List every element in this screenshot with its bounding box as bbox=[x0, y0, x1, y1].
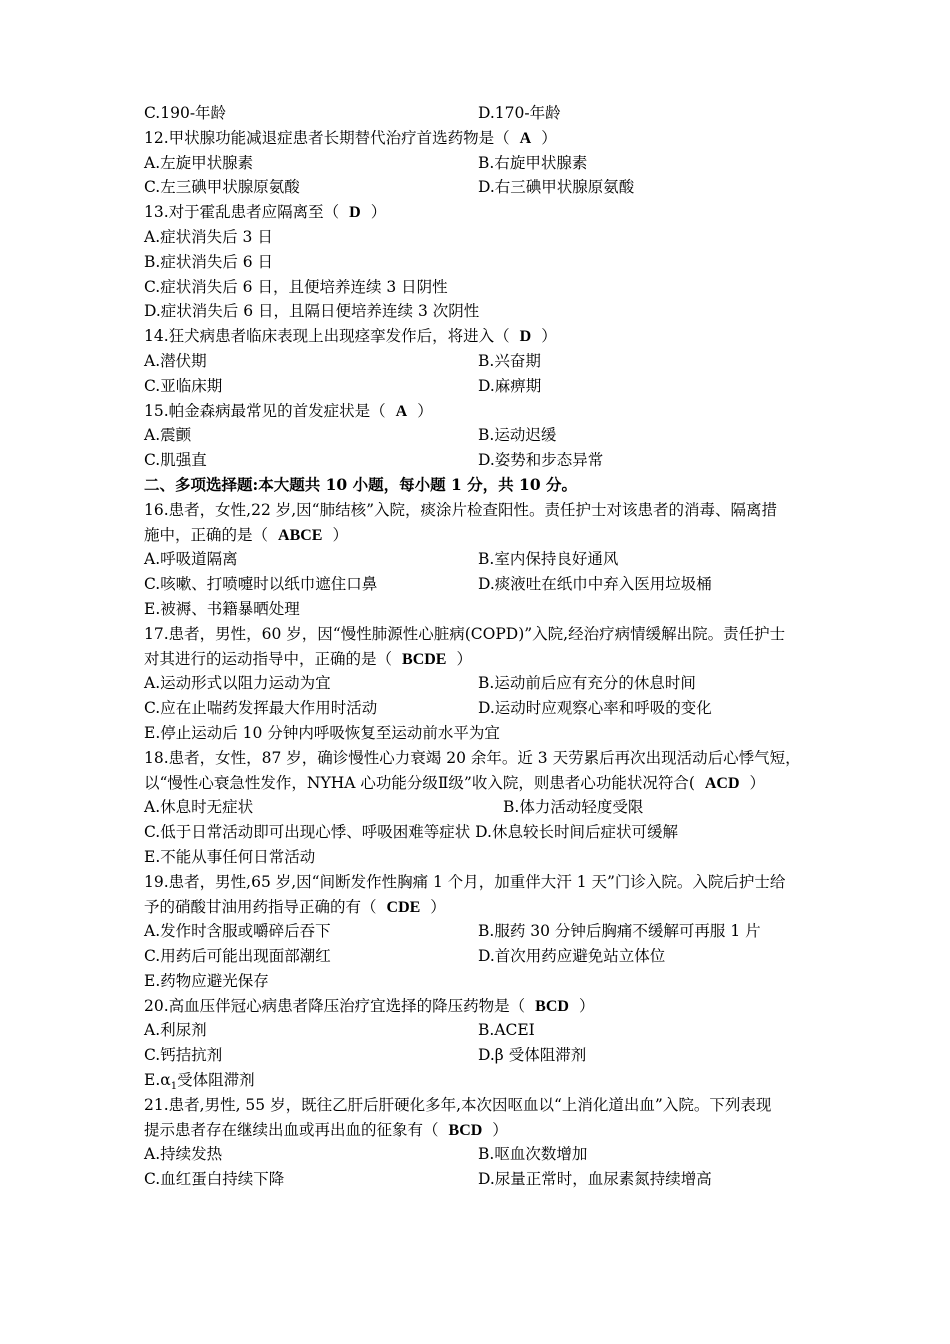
answer-21: BCD bbox=[448, 1121, 483, 1139]
option-row bbox=[144, 1142, 824, 1167]
option-e: E.药物应避光保存 bbox=[144, 971, 269, 990]
option-row bbox=[144, 374, 824, 399]
option-d: D.右三碘甲状腺原氨酸 bbox=[478, 178, 635, 197]
option-e: E.被褥、书籍暴晒处理 bbox=[144, 599, 300, 618]
option-row bbox=[144, 671, 824, 696]
question-12-stem: 12.甲状腺功能减退症患者长期替代治疗首选药物是（ A ） bbox=[144, 128, 557, 147]
option-c: C.亚临床期 bbox=[144, 376, 223, 395]
option-b: B.运动前后应有充分的休息时间 bbox=[478, 674, 696, 693]
question-16-stem-cont: 施中，正确的是（ ABCE ） bbox=[144, 525, 348, 544]
answer-19: CDE bbox=[386, 898, 421, 916]
option-d: D.β 受体阻滞剂 bbox=[478, 1046, 587, 1065]
answer-16: ABCE bbox=[278, 526, 323, 544]
option-c: C.应在止喘药发挥最大作用时活动 bbox=[144, 699, 378, 718]
option-d: D.麻痹期 bbox=[478, 376, 542, 395]
option-row bbox=[144, 151, 824, 176]
option-row bbox=[144, 919, 824, 944]
question-17-stem-cont: 对其进行的运动指导中，正确的是（ BCDE ） bbox=[144, 649, 472, 668]
option-c: C.用药后可能出现面部潮红 bbox=[144, 947, 331, 966]
option-a: A.左旋甲状腺素 bbox=[144, 153, 254, 172]
option-b: B.ACEI bbox=[478, 1021, 535, 1040]
question-14-stem: 14.狂犬病患者临床表现上出现痉挛发作后，将进入（ D ） bbox=[144, 327, 557, 346]
option-e: E.不能从事任何日常活动 bbox=[144, 847, 316, 866]
option-c: C.190-年龄 bbox=[144, 104, 227, 122]
option-row bbox=[144, 448, 824, 473]
question-13-stem: 13.对于霍乱患者应隔离至（ D ） bbox=[144, 203, 387, 222]
option-c: C.左三碘甲状腺原氨酸 bbox=[144, 178, 300, 197]
option-row bbox=[144, 1018, 824, 1043]
option-b: B.体力活动轻度受限 bbox=[503, 798, 644, 817]
answer-12: A bbox=[519, 129, 532, 147]
option-row bbox=[144, 423, 824, 448]
exam-page bbox=[144, 101, 824, 1192]
answer-17: BCDE bbox=[402, 650, 447, 668]
option-row bbox=[144, 1043, 824, 1068]
option-row bbox=[144, 175, 824, 200]
option-a: A.症状消失后 3 日 bbox=[144, 227, 273, 246]
section-heading: 二、多项选择题:本大题共 10 小题，每小题 1 分，共 10 分。 bbox=[144, 474, 578, 494]
answer-13: D bbox=[349, 204, 361, 222]
option-a: A.持续发热 bbox=[144, 1145, 223, 1164]
option-b: B.服药 30 分钟后胸痛不缓解可再服 1 片 bbox=[478, 922, 761, 941]
option-row bbox=[144, 101, 824, 126]
option-b: B.呕血次数增加 bbox=[478, 1145, 588, 1164]
option-c: C.钙拮抗剂 bbox=[144, 1046, 223, 1065]
option-d: D.运动时应观察心率和呼吸的变化 bbox=[478, 699, 712, 718]
option-c: C.症状消失后 6 日，且便培养连续 3 日阴性 bbox=[144, 277, 448, 296]
option-d: D.姿势和步态异常 bbox=[478, 451, 604, 470]
option-c: C.肌强直 bbox=[144, 451, 207, 470]
answer-20: BCD bbox=[535, 997, 569, 1015]
option-c: C.咳嗽、打喷嚏时以纸巾遮住口鼻 bbox=[144, 575, 378, 594]
option-cd: C.低于日常活动即可出现心悸、呼吸困难等症状 D.休息较长时间后症状可缓解 bbox=[144, 823, 678, 842]
option-d: D.尿量正常时，血尿素氮持续增高 bbox=[478, 1170, 712, 1189]
question-17-stem: 17.患者，男性，60 岁，因“慢性肺源性心脏病(COPD)”入院,经治疗病情缓解出院。责任护士 bbox=[144, 624, 786, 643]
option-d: D.170-年龄 bbox=[478, 104, 561, 122]
option-b: B.室内保持良好通风 bbox=[478, 550, 619, 569]
option-row bbox=[144, 696, 824, 721]
option-b: B.症状消失后 6 日 bbox=[144, 252, 274, 271]
option-a: A.潜伏期 bbox=[144, 351, 207, 370]
question-21-stem-cont: 提示患者存在继续出血或再出血的征象有（ BCD ） bbox=[144, 1120, 508, 1139]
option-e: E.停止运动后 10 分钟内呼吸恢复至运动前水平为宜 bbox=[144, 723, 500, 742]
option-row bbox=[144, 1167, 824, 1192]
option-b: B.运动迟缓 bbox=[478, 426, 557, 445]
question-18-stem-cont: 以“慢性心衰急性发作，NYHA 心功能分级Ⅱ级”收入院，则患者心功能状况符合( ACD ） bbox=[144, 773, 766, 792]
option-row bbox=[144, 572, 824, 597]
option-d: D.首次用药应避免站立体位 bbox=[478, 947, 666, 966]
option-c: C.血红蛋白持续下降 bbox=[144, 1170, 285, 1189]
option-a: A.休息时无症状 bbox=[144, 798, 254, 817]
option-a: A.运动形式以阻力运动为宜 bbox=[144, 674, 331, 693]
question-19-stem: 19.患者，男性,65 岁,因“间断发作性胸痛 1 个月，加重伴大汗 1 天”门诊入院。入院后护士给 bbox=[144, 872, 786, 891]
question-19-stem-cont: 予的硝酸甘油用药指导正确的有（ CDE ） bbox=[144, 897, 446, 916]
question-18-stem: 18.患者，女性，87 岁，确诊慢性心力衰竭 20 余年。近 3 天劳累后再次出现活动后心悸气短， bbox=[144, 748, 801, 767]
option-a: A.震颤 bbox=[144, 426, 192, 445]
option-a: A.呼吸道隔离 bbox=[144, 550, 238, 569]
option-d: D.症状消失后 6 日，且隔日便培养连续 3 次阴性 bbox=[144, 302, 480, 321]
option-row bbox=[144, 547, 824, 572]
option-a: A.发作时含服或嚼碎后吞下 bbox=[144, 922, 331, 941]
answer-18: ACD bbox=[704, 774, 740, 792]
answer-15: A bbox=[395, 402, 408, 420]
question-16-stem: 16.患者，女性,22 岁,因“肺结核”入院，痰涂片检查阳性。责任护士对该患者的消毒、隔离措 bbox=[144, 500, 778, 519]
question-20-stem: 20.高血压伴冠心病患者降压治疗宜选择的降压药物是（ BCD ） bbox=[144, 996, 595, 1015]
question-15-stem: 15.帕金森病最常见的首发症状是（ A ） bbox=[144, 401, 433, 420]
option-d: D.痰液吐在纸巾中弃入医用垃圾桶 bbox=[478, 575, 712, 594]
option-row bbox=[144, 795, 824, 820]
option-b: B.兴奋期 bbox=[478, 351, 541, 370]
option-a: A.利尿剂 bbox=[144, 1021, 207, 1040]
option-b: B.右旋甲状腺素 bbox=[478, 153, 588, 172]
question-21-stem: 21.患者,男性, 55 岁，既往乙肝后肝硬化多年,本次因呕血以“上消化道出血”入院。下列表现 bbox=[144, 1095, 772, 1114]
option-row bbox=[144, 944, 824, 969]
option-row bbox=[144, 349, 824, 374]
option-e: $E.\alpha_1$受体阻滞剂 bbox=[144, 1071, 255, 1093]
answer-14: D bbox=[519, 328, 532, 346]
